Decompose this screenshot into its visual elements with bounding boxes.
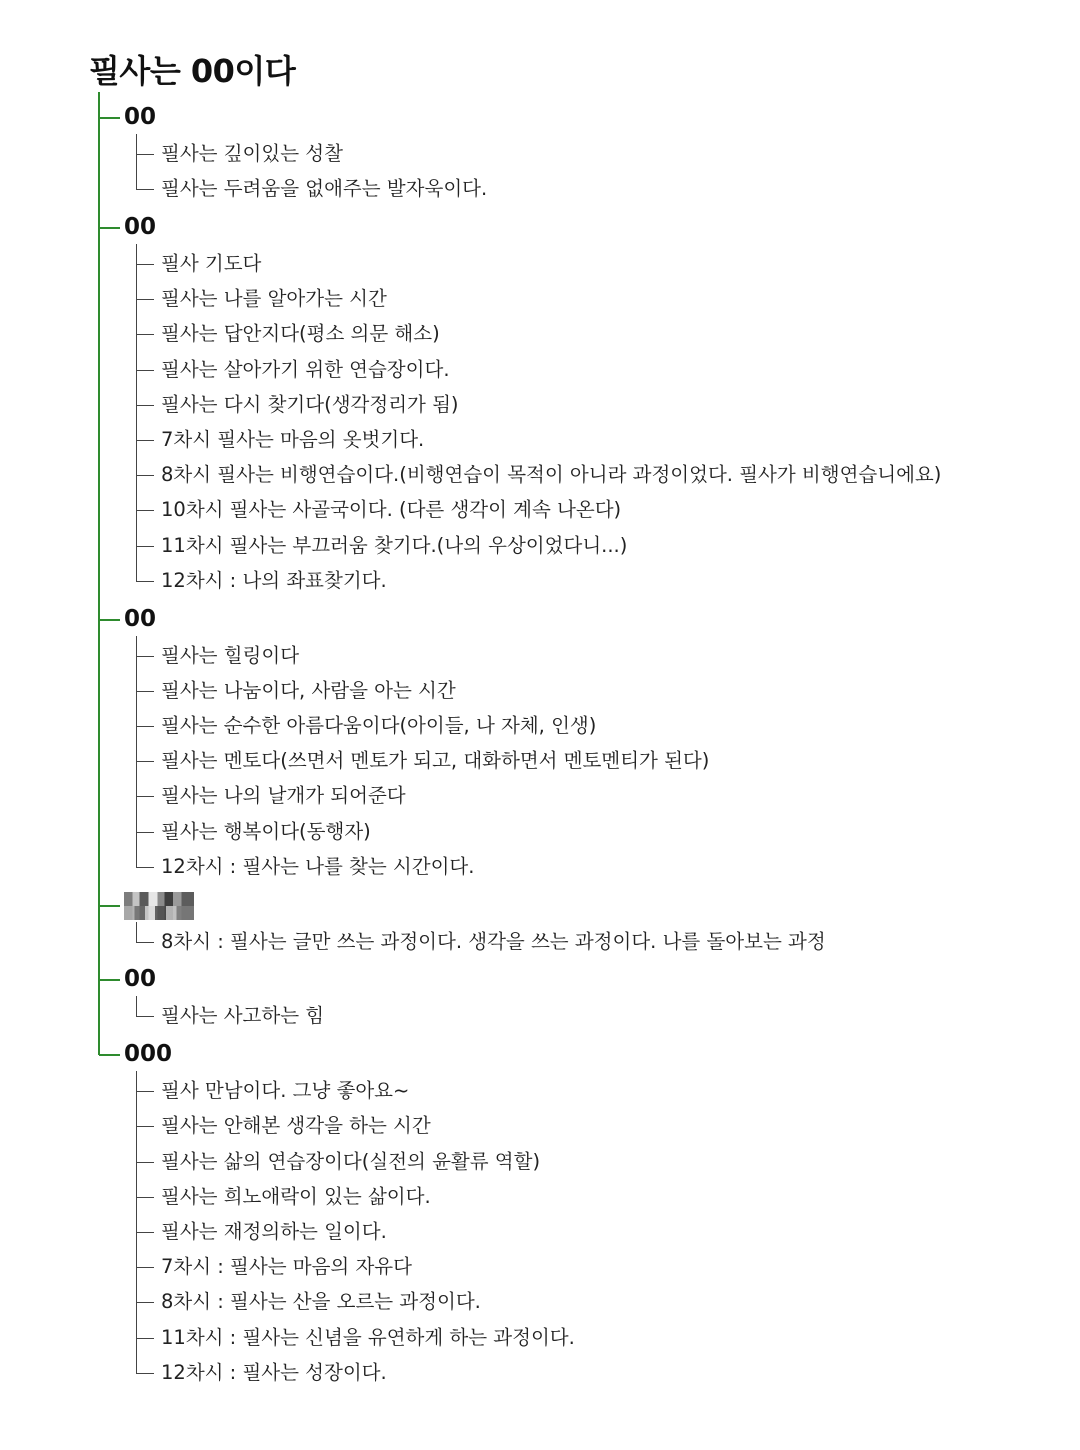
section-connector [99,619,120,621]
list-item: 8차시 필사는 비행연습이다.(비행연습이 목적이 아니라 과정이었다. 필사가 비행연습니에요) [161,463,942,487]
list-item: 12차시 : 나의 좌표찾기다. [161,568,387,592]
item-connector-horizontal [136,334,154,335]
item-connector-horizontal [136,832,154,833]
list-item: 10차시 필사는 사골국이다. (다른 생각이 계속 나온다) [161,498,622,522]
list-item: 필사는 멘토다(쓰면서 멘토가 되고, 대화하면서 멘토멘티가 된다) [161,749,710,773]
list-item: 필사는 답안지다(평소 의문 해소) [161,322,440,346]
list-item: 11차시 필사는 부끄러움 찾기다.(나의 우상이었다니...) [161,533,628,557]
list-item: 필사는 순수한 아름다움이다(아이들, 나 자체, 인생) [161,714,597,737]
section-connector [99,905,120,907]
list-item: 필사는 힐링이다 [161,643,300,667]
item-connector-horizontal [136,581,154,582]
item-connector-horizontal [136,299,154,300]
page-title: 필사는 00이다 [89,52,296,90]
item-connector-horizontal [136,1091,154,1092]
item-connector-horizontal [136,942,154,943]
item-connector-horizontal [136,867,154,868]
section-title: 00 [124,966,157,993]
item-connector-vertical [136,996,137,1016]
list-item: 필사는 희노애락이 있는 삶이다. [161,1184,431,1208]
list-item: 필사는 안해본 생각을 하는 시간 [161,1114,431,1138]
list-item: 필사는 행복이다(동행자) [161,819,371,843]
item-connector-horizontal [136,1232,154,1233]
section-title: 00 [124,605,157,632]
section-connector [99,227,120,229]
item-connector-horizontal [136,189,154,190]
item-connector-horizontal [136,691,154,692]
item-connector-horizontal [136,1126,154,1127]
section-connector [99,117,120,119]
item-connector-horizontal [136,761,154,762]
section-title: 00 [124,214,157,240]
item-connector-horizontal [136,1267,154,1268]
item-connector-horizontal [136,656,154,657]
item-connector-vertical [136,922,137,942]
section-connector [99,979,120,981]
list-item: 필사는 사고하는 힘 [161,1004,325,1028]
item-connector-vertical [136,244,137,581]
blurred-section-label [124,892,194,920]
list-item: 필사는 삶의 연습장이다(실전의 윤활류 역할) [161,1149,541,1173]
item-connector-horizontal [136,405,154,406]
item-connector-horizontal [136,510,154,511]
list-item: 12차시 : 필사는 성장이다. [161,1360,387,1384]
list-item: 필사는 나를 알아가는 시간 [161,287,387,311]
item-connector-vertical [136,1071,137,1373]
list-item: 필사 기도다 [161,252,262,275]
item-connector-horizontal [136,264,154,265]
section-title: 000 [124,1041,173,1068]
item-connector-horizontal [136,1197,154,1198]
list-item: 필사는 살아가기 위한 연습장이다. [161,357,450,381]
list-item: 필사는 두려움을 없애주는 발자욱이다. [161,177,488,201]
item-connector-horizontal [136,1016,154,1017]
item-connector-horizontal [136,1373,154,1374]
item-connector-horizontal [136,475,154,476]
tree-trunk [98,92,100,1055]
item-connector-horizontal [136,796,154,797]
list-item: 필사는 다시 찾기다(생각정리가 됨) [161,392,459,416]
section-title: 00 [124,104,157,130]
item-connector-horizontal [136,1338,154,1339]
list-item: 필사는 나눔이다, 사람을 아는 시간 [161,678,456,702]
list-item: 필사 만남이다. 그냥 좋아요~ [161,1079,410,1103]
item-connector-horizontal [136,154,154,155]
item-connector-vertical [136,134,137,189]
list-item: 필사는 깊이있는 성찰 [161,142,343,165]
list-item: 12차시 : 필사는 나를 찾는 시간이다. [161,854,475,878]
list-item: 7차시 : 필사는 마음의 자유다 [161,1255,412,1279]
list-item: 8차시 : 필사는 산을 오르는 과정이다. [161,1290,481,1314]
item-connector-horizontal [136,1302,154,1303]
list-item: 11차시 : 필사는 신념을 유연하게 하는 과정이다. [161,1325,575,1349]
list-item: 8차시 : 필사는 글만 쓰는 과정이다. 생각을 쓰는 과정이다. 나를 돌아보는 과정 [161,929,826,953]
section-connector [99,1054,120,1056]
list-item: 7차시 필사는 마음의 옷벗기다. [161,428,425,451]
item-connector-horizontal [136,370,154,371]
item-connector-horizontal [136,1162,154,1163]
item-connector-horizontal [136,726,154,727]
list-item: 필사는 나의 날개가 되어준다 [161,784,406,808]
list-item: 필사는 재정의하는 일이다. [161,1220,387,1243]
item-connector-horizontal [136,546,154,547]
item-connector-horizontal [136,440,154,441]
